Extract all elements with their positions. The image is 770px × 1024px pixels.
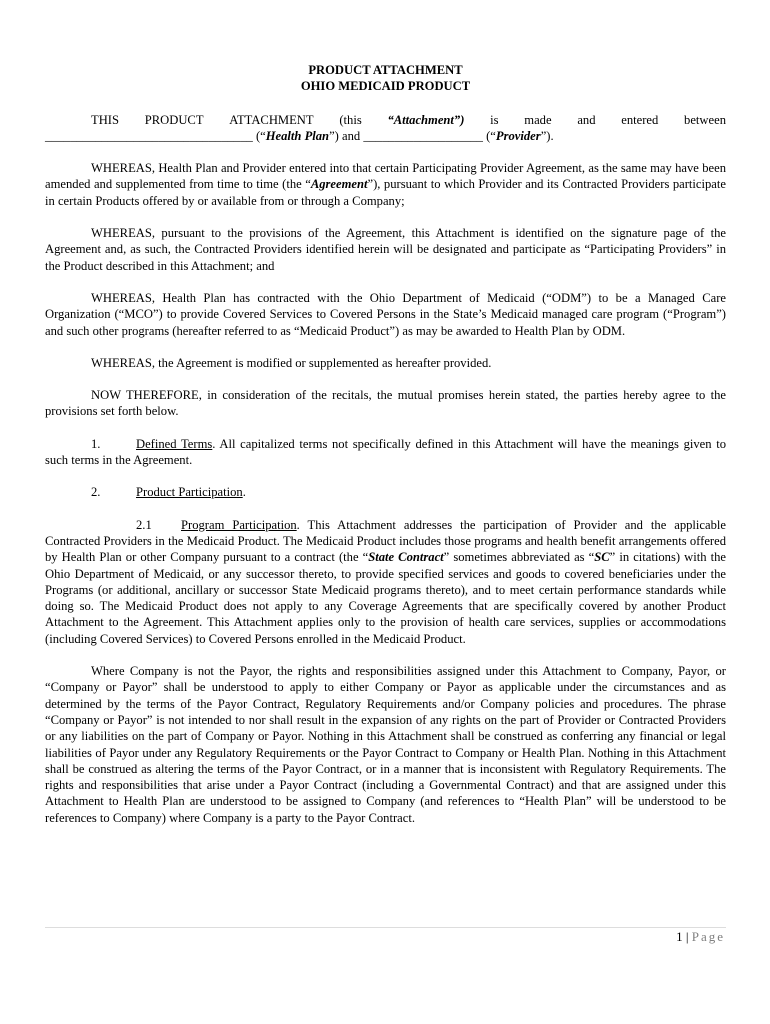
section-2-paragraph xyxy=(45,484,726,500)
provider-blank: ___________________ xyxy=(363,128,483,143)
whereas-paragraph-3: WHEREAS, Health Plan has contracted with the Ohio Department of Medicaid (“ODM”) to be a Managed Care Organization (“MCO”) to provide Covered Services to Covered Persons in the State’s Medicaid managed care program (“Program”) and such other programs (hereafter referred to as “Medicaid Product”) as may be awarded to Health Plan by ODM. xyxy=(45,290,726,338)
section-2-number: 2. xyxy=(91,485,101,500)
section-2-1-paragraph xyxy=(45,517,726,647)
intro-line-1 xyxy=(45,112,726,128)
whereas-paragraph-2: WHEREAS, pursuant to the provisions of the Agreement, this Attachment is identified on the signature page of the Agreement and, as such, the Contracted Providers identified herein will be designated and participate as “Participating Providers” in the Product described in this Attachment; and xyxy=(45,226,726,273)
section-2-heading: Product Participation xyxy=(136,485,243,500)
whereas-paragraph-4: WHEREAS, the Agreement is modified or supplemented as hereafter provided. xyxy=(91,355,492,370)
page-footer xyxy=(676,929,725,945)
page-label: Page xyxy=(691,929,725,944)
sc-term: SC xyxy=(594,550,610,565)
footer-divider xyxy=(45,927,726,928)
page-separator: | xyxy=(682,929,692,944)
section-1-number: 1. xyxy=(91,436,101,451)
text-fragment: ”) and xyxy=(329,128,364,143)
title-line-1: PRODUCT ATTACHMENT xyxy=(308,63,463,77)
text-fragment: ”). xyxy=(540,128,554,143)
section-1-heading: Defined Terms xyxy=(136,436,213,451)
section-2-1-heading: Program Participation xyxy=(181,517,297,532)
text-fragment: . xyxy=(242,485,246,500)
intro-line-2 xyxy=(45,128,726,144)
section-2-1-number: 2.1 xyxy=(136,517,152,532)
intro-word: and xyxy=(577,112,596,127)
text-fragment: . All capitalized terms not specifically defined in this Attachment will have the meanings given to such terms in the Agreement. xyxy=(45,436,726,468)
state-contract-term: State Contract xyxy=(368,550,444,565)
intro-word: (this xyxy=(339,112,362,127)
health-plan-blank: _________________________________ xyxy=(45,128,253,143)
text-fragment: ” in citations) with the Ohio Department of Medicaid, or any successor thereto, to provide specified services and goods to covered beneficiaries under the Programs (or additional, ancillary or successor State Medicaid programs thereto), and to meet certain performance standards while doing so. The Medicaid Product does not apply to any Coverage Agreements that are specifically covered by another Product Attachment to the Agreement. This Attachment applies only to the provision of health care services, supplies or accommodations (including Covered Services) to Covered Persons enrolled in the Medicaid Product. xyxy=(45,550,726,646)
provider-term: Provider xyxy=(495,128,541,143)
section-1-paragraph xyxy=(45,436,726,469)
text-fragment: WHEREAS, Health Plan and Provider entered into that certain Participating Provider Agreement, as the same may have been amended and supplemented from time to time (the “ xyxy=(45,161,726,192)
text-fragment: . This Attachment addresses the participation of Provider and the applicable Contracted Providers in the Medicaid Product. The Medicaid Product includes those programs and health benefit arrangements offered by Health Plan or other Company pursuant to a contract (the “ xyxy=(45,517,726,565)
intro-word: between xyxy=(684,112,726,127)
health-plan-term: Health Plan xyxy=(265,128,330,143)
intro-word: PRODUCT xyxy=(144,112,204,127)
now-therefore-paragraph: NOW THEREFORE, in consideration of the recitals, the mutual promises herein stated, the parties hereby agree to the provisions set forth below. xyxy=(45,388,726,419)
text-fragment: (“ xyxy=(252,128,266,143)
payor-paragraph: Where Company is not the Payor, the rights and responsibilities assigned under this Attachment to Company, Payor, or “Company or Payor” shall be understood to apply to either Company or Payor as applicable under the circumstances and as determined by the terms of the Payor Contract, Regulatory Requirements and/or Company policies and procedures. The phrase “Company or Payor” is not intended to nor shall result in the expansion of any rights on the part of Provider or Contracted Providers or any liabilities on the part of Company or Payor. Nothing in this Attachment shall be construed as conferring any financial or legal liabilities of Payor under any Regulatory Requirements or the Payor Contract to Company or Health Plan. Nothing in this Attachment shall be construed as altering the terms of the Payor Contract, or in a manner that is inconsistent with Regulatory Requirements. The rights and responsibilities that arise under a Payor Contract (including a Governmental Contract) and that are assigned under this Attachment to Health Plan are understood to be assigned to Company (and references to “Health Plan” will be understood to be references to Company) where Company is a party to the Payor Contract. xyxy=(45,664,726,825)
whereas-paragraph-1 xyxy=(45,160,726,209)
page-number: 1 xyxy=(676,929,683,944)
text-fragment: ” sometimes abbreviated as “ xyxy=(443,550,595,565)
intro-word: made xyxy=(524,112,552,127)
intro-word: entered xyxy=(621,112,659,127)
text-fragment: (“ xyxy=(482,128,496,143)
document-body xyxy=(45,62,726,826)
intro-word: ATTACHMENT xyxy=(229,112,314,127)
intro-word: THIS xyxy=(91,112,119,127)
agreement-term: Agreement xyxy=(310,177,368,192)
intro-word-attachment: “Attachment”) xyxy=(387,112,465,127)
text-fragment: ”), pursuant to which Provider and its Contracted Providers participate in certain Products offered by or available from or through a Company; xyxy=(45,177,726,208)
title-line-2: OHIO MEDICAID PRODUCT xyxy=(300,79,471,94)
intro-word: is xyxy=(490,112,499,127)
